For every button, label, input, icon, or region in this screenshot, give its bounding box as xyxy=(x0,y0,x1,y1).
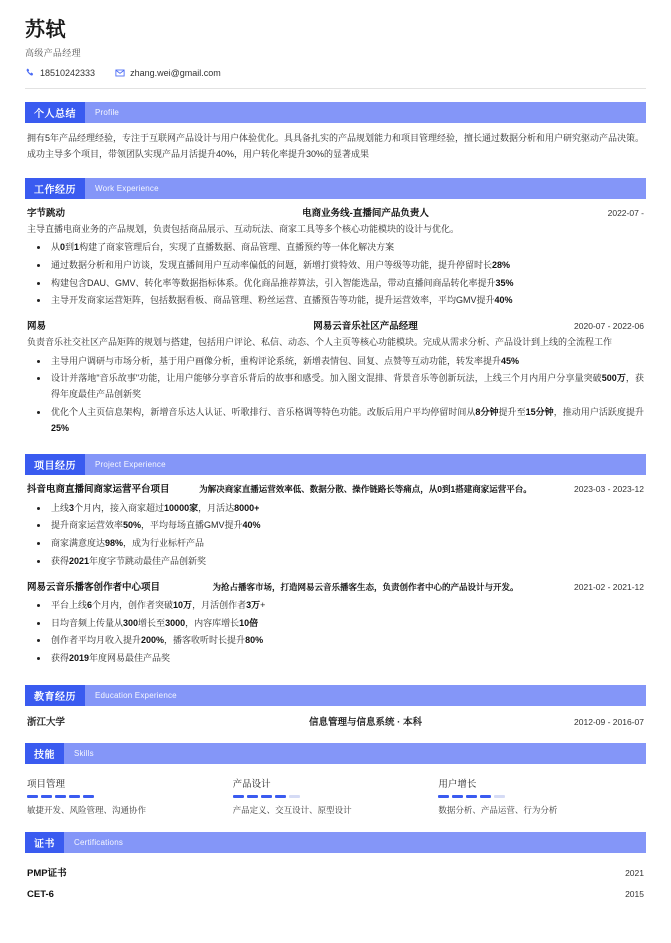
certification-name: PMP证书 xyxy=(27,868,67,880)
list-item: 通过数据分析和用户访谈，发现直播间用户互动率偏低的问题，新增打赏特效、用户等级等功能，提升停留时长28% xyxy=(27,258,644,274)
project-date: 2023-03 - 2023-12 xyxy=(574,484,644,495)
resume-header xyxy=(0,0,671,78)
section-body-profile xyxy=(25,123,646,165)
project-description: 为抢占播客市场，打造网易云音乐播客生态，负责创作者中心的产品设计与开发。 xyxy=(212,581,519,592)
section-body-project xyxy=(25,475,646,672)
skill-dash-empty xyxy=(289,795,300,798)
project-entry-head xyxy=(27,483,644,497)
contact-phone[interactable] xyxy=(25,68,95,78)
work-company: 字节跳动 xyxy=(27,207,66,219)
skill-dash-filled xyxy=(261,795,272,798)
list-item: 平台上线6个月内，创作者突破10万，月活创作者3万+ xyxy=(27,598,644,614)
contact-email[interactable] xyxy=(115,68,221,78)
project-date: 2021-02 - 2021-12 xyxy=(574,581,644,592)
profile-summary-text: 拥有5年产品经理经验，专注于互联网产品设计与用户体验优化。具具备扎实的产品规划能力和项目管理经验，擅长通过数据分析和用户研究驱动产品决策。成功主导多个项目，带领团队实现产品月活提升40%，用户转化率提升30%的显著成果 xyxy=(27,133,645,159)
section-header-work xyxy=(25,178,646,199)
list-item: 获得2019年度网易最佳产品奖 xyxy=(27,651,644,667)
skill-detail: 产品定义、交互设计、原型设计 xyxy=(232,804,352,815)
work-date: 2022-07 - xyxy=(607,207,644,218)
skill-dash-filled xyxy=(480,795,491,798)
skill-dash-filled xyxy=(438,795,449,798)
section-title-cn: 证书 xyxy=(25,832,64,853)
project-entry-head xyxy=(27,581,644,595)
skill-dash-empty xyxy=(494,795,505,798)
project-description: 为解决商家直播运营效率低、数据分散、操作链路长等痛点，从0到1搭建商家运营平台。 xyxy=(199,484,532,495)
contact-row xyxy=(25,68,646,78)
section-title-cn: 个人总结 xyxy=(25,102,85,123)
certification-year: 2021 xyxy=(625,868,644,879)
skill-dash-filled xyxy=(233,795,244,798)
section-skills xyxy=(25,743,646,820)
skill-level-meter xyxy=(233,795,425,798)
section-certifications xyxy=(25,832,646,902)
list-item: 从0到1构建了商家管理后台，实现了直播数据、商品管理、直播预约等一体化解决方案 xyxy=(27,240,644,256)
candidate-name: 苏轼 xyxy=(25,19,66,41)
project-name: 网易云音乐播客创作者中心项目 xyxy=(27,581,161,593)
education-school: 浙江大学 xyxy=(27,716,66,728)
certification-name: CET-6 xyxy=(27,889,54,901)
skill-dash-filled xyxy=(452,795,463,798)
section-work-experience xyxy=(25,178,646,442)
section-header-certifications xyxy=(25,832,646,853)
section-header-profile xyxy=(25,102,646,123)
project-bullet-list xyxy=(27,501,644,570)
skills-grid xyxy=(27,772,644,818)
work-date: 2020-07 - 2022-06 xyxy=(574,321,644,332)
section-title-en: Skills xyxy=(74,748,94,758)
list-item: 日均音频上传量从300增长至3000，内容库增长10倍 xyxy=(27,616,644,632)
list-item: 商家满意度达98%，成为行业标杆产品 xyxy=(27,536,644,552)
skill-dash-filled xyxy=(55,795,66,798)
work-position: 电商业务线-直播间产品负责人 xyxy=(302,207,429,219)
list-item: 提升商家运营效率50%，平均每场直播GMV提升40% xyxy=(27,518,644,534)
candidate-job-title: 高级产品经理 xyxy=(25,48,81,58)
list-item: 获得2021年度字节跳动最佳产品创新奖 xyxy=(27,554,644,570)
section-header-skills xyxy=(25,743,646,764)
section-title-en: Profile xyxy=(95,108,120,117)
header-divider xyxy=(25,88,646,89)
section-title-cn: 项目经历 xyxy=(25,454,85,475)
work-entry xyxy=(27,207,644,310)
section-project-experience xyxy=(25,454,646,672)
work-position: 网易云音乐社区产品经理 xyxy=(313,321,418,333)
work-description: 主导直播电商业务的产品规划，负责包括商品展示、互动玩法、商家工具等多个核心功能模块的设计与优化。 xyxy=(27,223,460,234)
certification-row xyxy=(27,889,644,900)
skill-dash-filled xyxy=(466,795,477,798)
work-description: 负责音乐社交社区产品矩阵的规划与搭建，包括用户评论、私信、动态、个人主页等核心功能模块。完成从需求分析、产品设计到上线的全流程工作 xyxy=(27,337,613,348)
section-title-en: Certifications xyxy=(74,838,124,848)
work-bullet-list xyxy=(27,354,644,437)
skill-level-meter xyxy=(438,795,630,798)
list-item: 优化个人主页信息架构，新增音乐达人认证、听歌排行、音乐格调等特色功能。改版后用户平均停留时间从8分钟提升至15分钟，推动用户活跃度提升25% xyxy=(27,405,644,437)
education-major: 信息管理与信息系统 · 本科 xyxy=(309,716,422,728)
skill-name: 用户增长 xyxy=(438,778,477,790)
skill-item xyxy=(438,776,644,818)
section-body-work xyxy=(25,199,646,442)
section-header-education xyxy=(25,685,646,706)
skill-dash-filled xyxy=(27,795,38,798)
project-bullet-list xyxy=(27,598,644,667)
work-entry-head xyxy=(27,320,644,334)
section-header-project xyxy=(25,454,646,475)
work-entry xyxy=(27,320,644,436)
project-entry xyxy=(27,483,644,569)
education-date: 2012-09 - 2016-07 xyxy=(574,716,644,727)
email-value: zhang.wei@gmail.com xyxy=(130,68,221,78)
list-item: 主导开发商家运营矩阵，包括数据看板、商品管理、粉丝运营、直播预告等功能，提升运营效率，平均GMV提升40% xyxy=(27,293,644,309)
work-entry-head xyxy=(27,207,644,221)
list-item: 构建包含DAU、GMV、转化率等数据指标体系。优化商品推荐算法，引入智能选品，带动直播间商品转化率提升35% xyxy=(27,276,644,292)
phone-value: 18510242333 xyxy=(40,68,96,78)
skill-detail: 敏捷开发、风险管理、沟通协作 xyxy=(27,804,147,815)
section-title-en: Work Experience xyxy=(95,183,159,193)
skill-dash-filled xyxy=(69,795,80,798)
section-body-certifications xyxy=(25,853,646,902)
work-company: 网易 xyxy=(27,321,47,333)
project-entry xyxy=(27,581,644,667)
skill-dash-filled xyxy=(247,795,258,798)
skill-dash-filled xyxy=(83,795,94,798)
section-title-en: Education Experience xyxy=(95,690,177,700)
skill-dash-filled xyxy=(41,795,52,798)
list-item: 设计并落地"音乐故事"功能，让用户能够分享音乐背后的故事和感受。加入图文混排、背景音乐等创新玩法，上线三个月内用户分享量突破500万，获得年度最佳产品创新奖 xyxy=(27,371,644,403)
section-title-cn: 技能 xyxy=(25,743,64,764)
skill-dash-filled xyxy=(275,795,286,798)
section-title-en: Project Experience xyxy=(95,460,166,470)
section-title-cn: 工作经历 xyxy=(25,178,85,199)
phone-icon xyxy=(25,68,35,78)
section-title-cn: 教育经历 xyxy=(25,685,85,706)
list-item: 主导用户调研与市场分析，基于用户画像分析，重构评论系统，新增表情包、回复、点赞等互动功能，转发率提升45% xyxy=(27,354,644,370)
list-item: 创作者平均月收入提升200%，播客收听时长提升80% xyxy=(27,633,644,649)
work-bullet-list xyxy=(27,240,644,309)
envelope-icon xyxy=(115,68,125,78)
skill-level-meter xyxy=(27,795,219,798)
project-name: 抖音电商直播间商家运营平台项目 xyxy=(27,484,170,496)
education-row xyxy=(27,714,644,728)
list-item: 上线3个月内，接入商家超过10000家，月活达8000+ xyxy=(27,501,644,517)
certification-row xyxy=(27,865,644,879)
skill-name: 项目管理 xyxy=(27,778,66,790)
section-body-skills xyxy=(25,764,646,820)
skill-name: 产品设计 xyxy=(232,778,271,790)
skill-detail: 数据分析、产品运营、行为分析 xyxy=(438,804,558,815)
skill-item xyxy=(233,776,439,818)
section-education xyxy=(25,685,646,730)
certification-year: 2015 xyxy=(625,889,644,900)
section-profile xyxy=(25,102,646,165)
skill-item xyxy=(27,776,233,818)
section-body-education xyxy=(25,706,646,730)
